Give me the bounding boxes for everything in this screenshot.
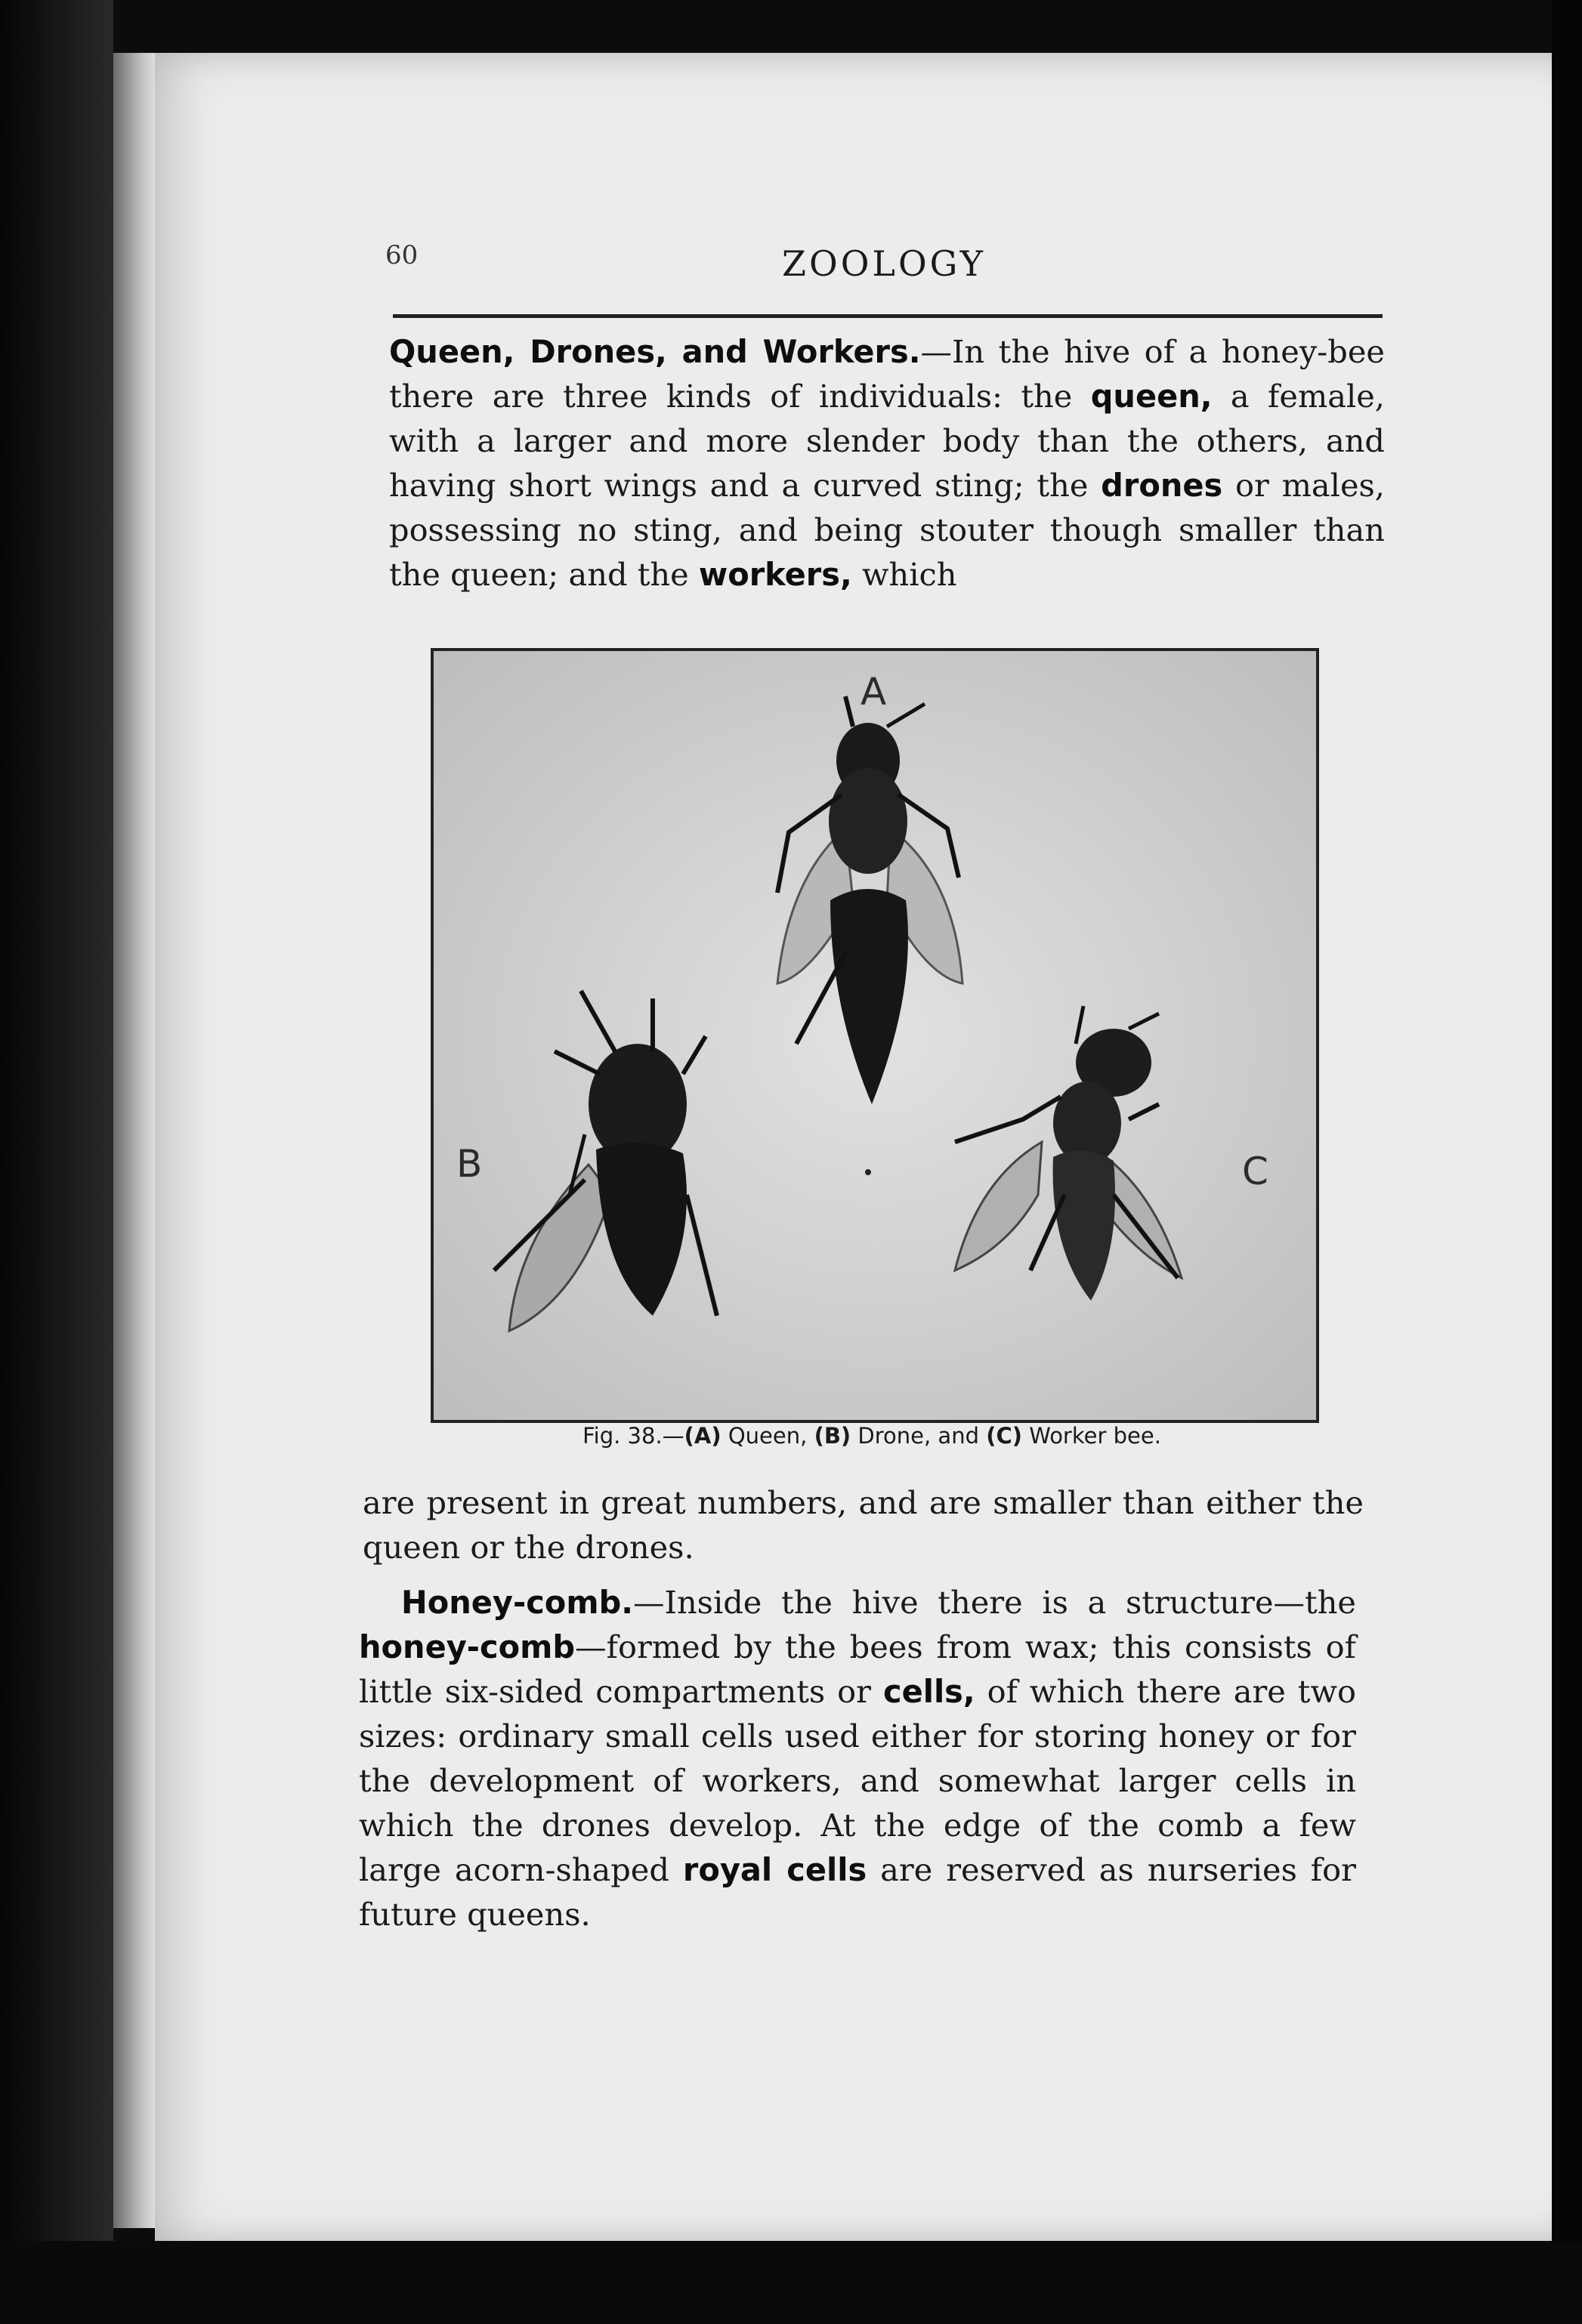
book-spine-shadow [113,53,159,2228]
section-heading-queen-drones-workers: Queen, Drones, and Workers. [389,333,921,370]
page-number: 60 [385,240,419,270]
scan-border-right [1552,0,1582,2324]
term-royal-cells: royal cells [682,1851,867,1888]
paragraph-queen-drones-workers: Queen, Drones, and Workers.—In the hive of a honey-bee there are three kinds of individuals: the queen, a female, with a larger and more slender body than the others, and having short wings and a curved sting; the drones or males, possessing no sting, and being stouter though smaller than the queen; and the workers, which [389,333,1385,593]
paragraph-continuation: are present in great numbers, and are smaller than either the queen or the drones. [363,1484,1364,1566]
page-content [355,227,1383,284]
scan-border-bottom [0,2241,1582,2324]
term-workers: workers, [698,556,852,593]
term-queen: queen, [1090,378,1213,415]
figure-label-c: C [1242,1150,1268,1193]
term-honey-comb: honey-comb [359,1628,576,1665]
term-cells: cells, [882,1673,975,1710]
bee-illustration [434,651,1316,1420]
running-head [355,227,1383,284]
running-title: ZOOLOGY [782,243,986,284]
figure-label-b: B [456,1142,483,1186]
paragraph-honey-comb: Honey-comb.—Inside the hive there is a structure—the honey-comb—formed by the bees from wax; this consists of little six-sided compartments or cells, of which there are two sizes: ordinary small cells used either for storing honey or for the development of workers, and somewhat larger cells in which the drones develop. At the edge of the comb a few large acorn-shaped royal cells are reserved as nurseries for future queens. [359,1584,1356,1933]
figure-label-a: A [861,670,887,714]
term-drones: drones [1101,467,1223,504]
figure-bees [431,648,1319,1423]
section-heading-honey-comb: Honey-comb. [401,1584,634,1621]
header-rule [393,314,1383,318]
figure-caption: Fig. 38.—(A) Queen, (B) Drone, and (C) Worker bee. [582,1423,1161,1449]
scan-border-left [0,0,113,2324]
